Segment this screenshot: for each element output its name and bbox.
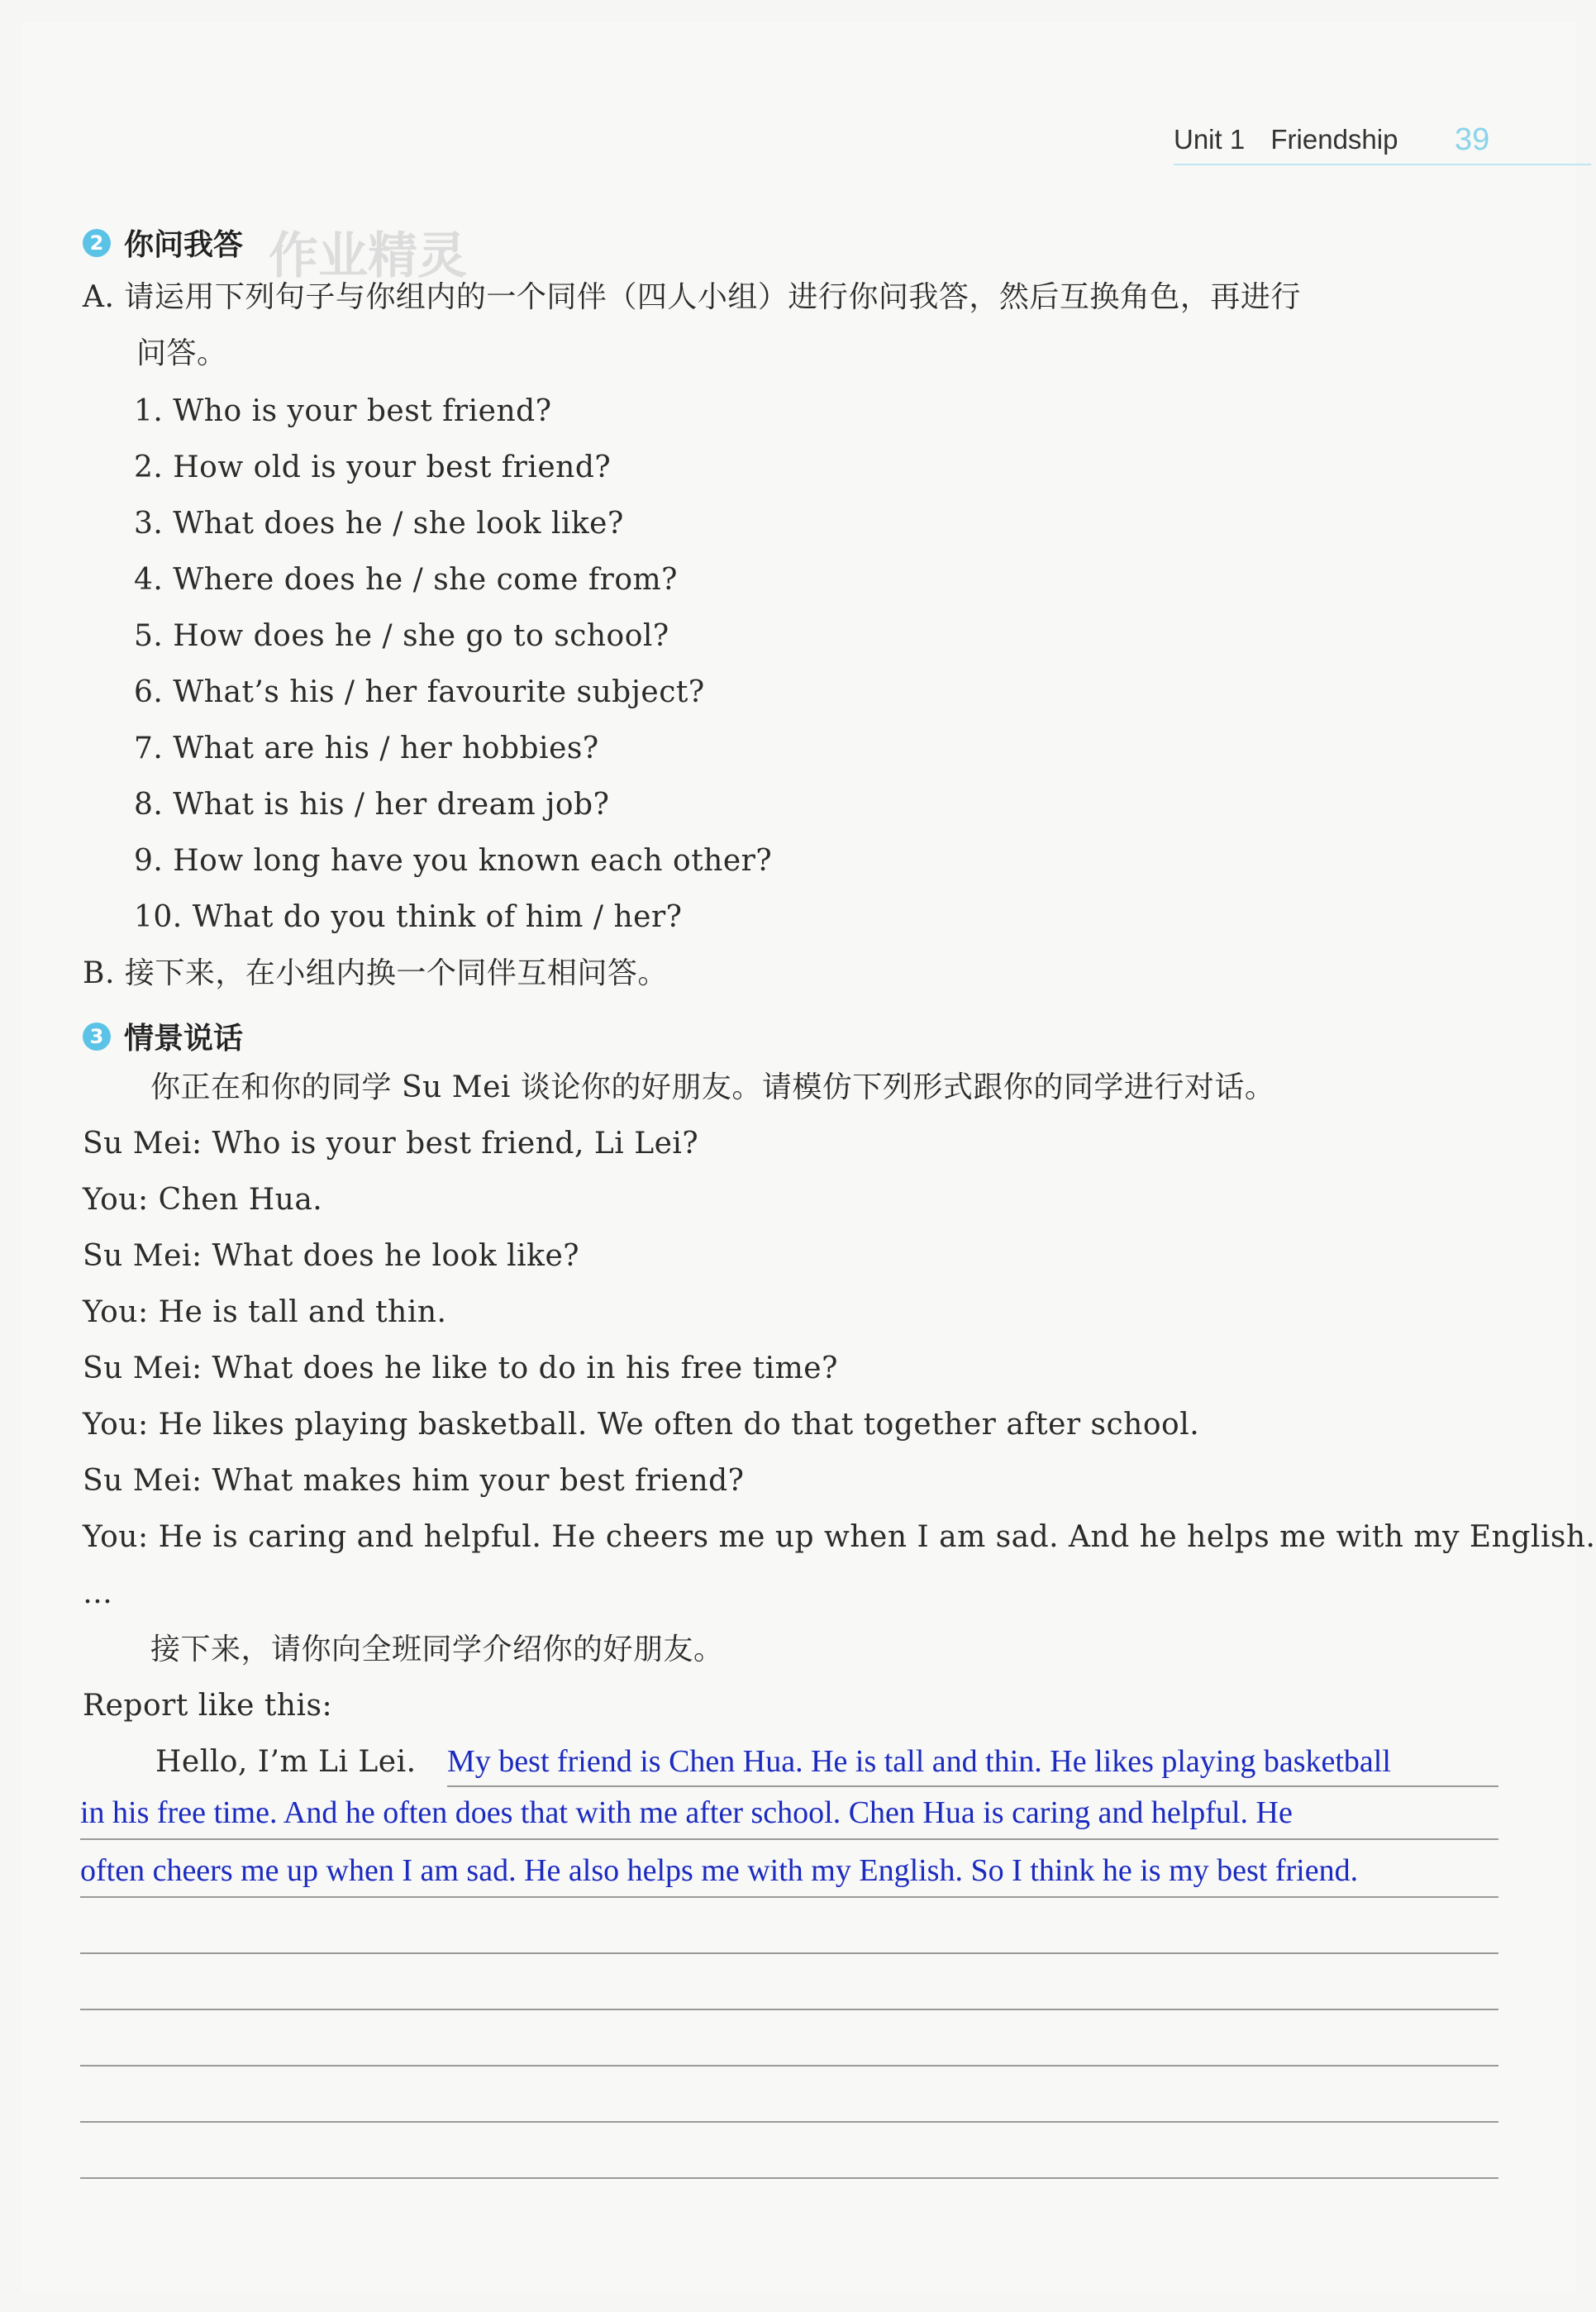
dialogue-line: You: He is caring and helpful. He cheers me up when I am sad. And he helps me with my English. xyxy=(83,1520,1596,1554)
question-item: 8. What is his / her dream job? xyxy=(134,788,610,822)
writing-line xyxy=(80,2009,1498,2010)
dialogue-ellipsis: … xyxy=(83,1576,113,1610)
handwritten-answer-line: often cheers me up when I am sad. He also helps me with my English. So I think he is my best friend. xyxy=(80,1853,1359,1888)
scenario-intro: 你正在和你的同学 Su Mei 谈论你的好朋友。请模仿下列形式跟你的同学进行对话。 xyxy=(150,1070,1275,1104)
question-item: 3. What does he / she look like? xyxy=(134,507,624,541)
question-item: 7. What are his / her hobbies? xyxy=(134,732,599,765)
question-item: 6. What’s his / her favourite subject? xyxy=(134,675,705,709)
question-item: 5. How does he / she go to school? xyxy=(134,619,669,653)
writing-line xyxy=(447,1785,1498,1787)
dialogue-line: You: He is tall and thin. xyxy=(83,1295,447,1329)
report-prompt: Report like this: xyxy=(83,1689,333,1723)
section-3-badge: 3 xyxy=(83,1023,111,1051)
section-3-heading xyxy=(83,1015,243,1057)
header-rule xyxy=(1174,164,1591,165)
page-header xyxy=(1174,124,1398,155)
handwritten-answer-line: in his free time. And he often does that with me after school. Chen Hua is caring and helpful. He xyxy=(80,1795,1293,1830)
writing-line xyxy=(80,2065,1498,2066)
report-start: Hello, I’m Li Lei. xyxy=(155,1745,417,1779)
dialogue-line: You: He likes playing basketball. We often do that together after school. xyxy=(83,1408,1200,1442)
dialogue-line: Su Mei: Who is your best friend, Li Lei? xyxy=(83,1127,699,1161)
writing-line xyxy=(80,2121,1498,2123)
handwritten-answer-line: My best friend is Chen Hua. He is tall and thin. He likes playing basketball xyxy=(447,1744,1391,1779)
question-item: 1. Who is your best friend? xyxy=(134,394,552,428)
writing-line xyxy=(80,2177,1498,2179)
part-a-instruction-line2: 问答。 xyxy=(136,336,227,370)
section-2-heading xyxy=(83,222,243,264)
writing-line xyxy=(80,1896,1498,1898)
question-item: 4. Where does he / she come from? xyxy=(134,563,678,597)
dialogue-line: Su Mei: What does he like to do in his free time? xyxy=(83,1351,838,1385)
section-2-title: 你问我答 xyxy=(124,228,244,262)
section-2-badge: 2 xyxy=(83,229,111,257)
question-item: 10. What do you think of him / her? xyxy=(134,900,683,934)
page-number: 39 xyxy=(1455,122,1490,157)
section-3-title: 情景说话 xyxy=(124,1022,244,1056)
dialogue-line: Su Mei: What makes him your best friend? xyxy=(83,1464,745,1498)
question-item: 9. How long have you known each other? xyxy=(134,844,773,878)
unit-label: Unit 1 xyxy=(1174,124,1246,155)
question-item: 2. How old is your best friend? xyxy=(134,450,612,484)
unit-title: Friendship xyxy=(1270,124,1398,155)
writing-line xyxy=(80,1838,1498,1840)
dialogue-line: Su Mei: What does he look like? xyxy=(83,1239,580,1273)
watermark: 作业精灵 xyxy=(269,227,467,285)
next-instruction: 接下来，请你向全班同学介绍你的好朋友。 xyxy=(150,1633,724,1666)
dialogue-line: You: Chen Hua. xyxy=(83,1183,323,1217)
part-a-instruction-line1: A. 请运用下列句子与你组内的一个同伴（四人小组）进行你问我答，然后互换角色，再进行 xyxy=(83,280,1301,314)
part-b-instruction: B. 接下来，在小组内换一个同伴互相问答。 xyxy=(83,956,668,990)
writing-line xyxy=(80,1952,1498,1954)
